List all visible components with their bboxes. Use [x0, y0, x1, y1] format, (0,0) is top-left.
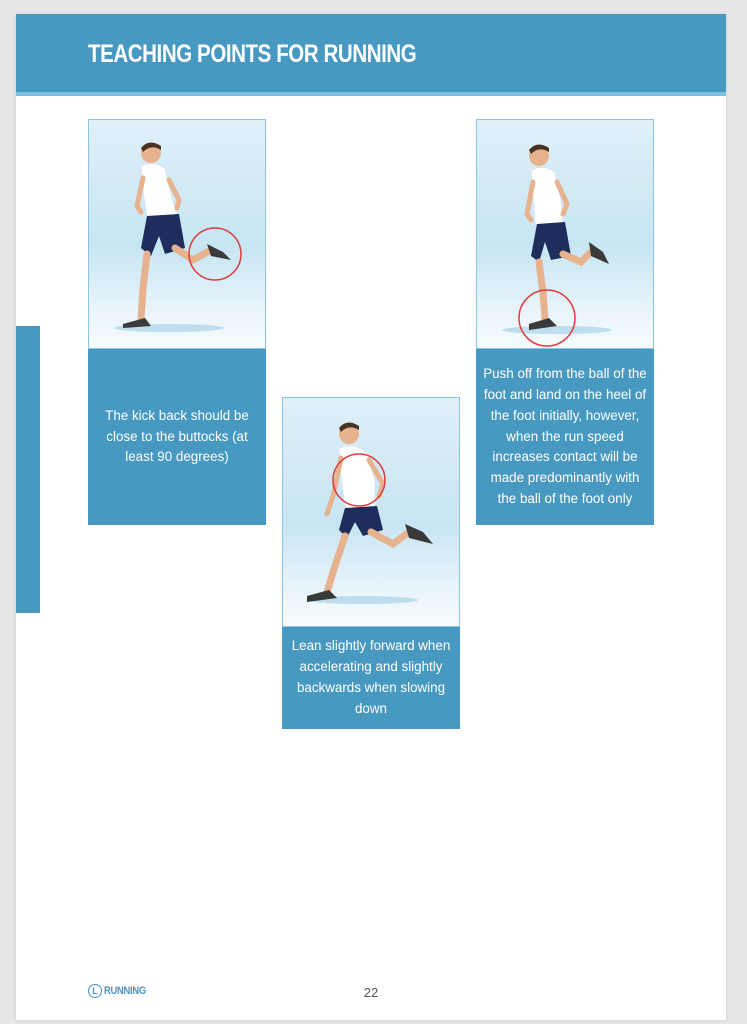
runner-photo-push-off [476, 119, 654, 349]
page-title: TEACHING POINTS FOR RUNNING [88, 40, 417, 68]
caption-kick-back: The kick back should be close to the buttocks (at least 90 degrees) [88, 349, 266, 525]
teaching-point-card-push-off [476, 119, 654, 525]
runner-figure-icon [89, 120, 265, 348]
footer-logo [88, 984, 153, 998]
document-page [16, 14, 726, 1020]
logo-text: RUNNING [104, 985, 146, 997]
runner-photo-lean [282, 397, 460, 627]
runner-figure-icon [283, 398, 459, 626]
page-header [16, 14, 726, 96]
teaching-point-card-lean [282, 397, 460, 729]
caption-lean: Lean slightly forward when accelerating and slightly backwards when slowing down [282, 627, 460, 729]
side-tab-marker [16, 326, 40, 613]
teaching-point-card-kick-back [88, 119, 266, 525]
runner-figure-icon [477, 120, 653, 348]
page-number: 22 [363, 985, 379, 1000]
runner-photo-kick-back [88, 119, 266, 349]
caption-push-off: Push off from the ball of the foot and land on the heel of the foot initially, however, when the run speed increases contact will be made predominantly with the ball of the foot only [476, 349, 654, 525]
logo-letter-icon: L [88, 984, 102, 998]
